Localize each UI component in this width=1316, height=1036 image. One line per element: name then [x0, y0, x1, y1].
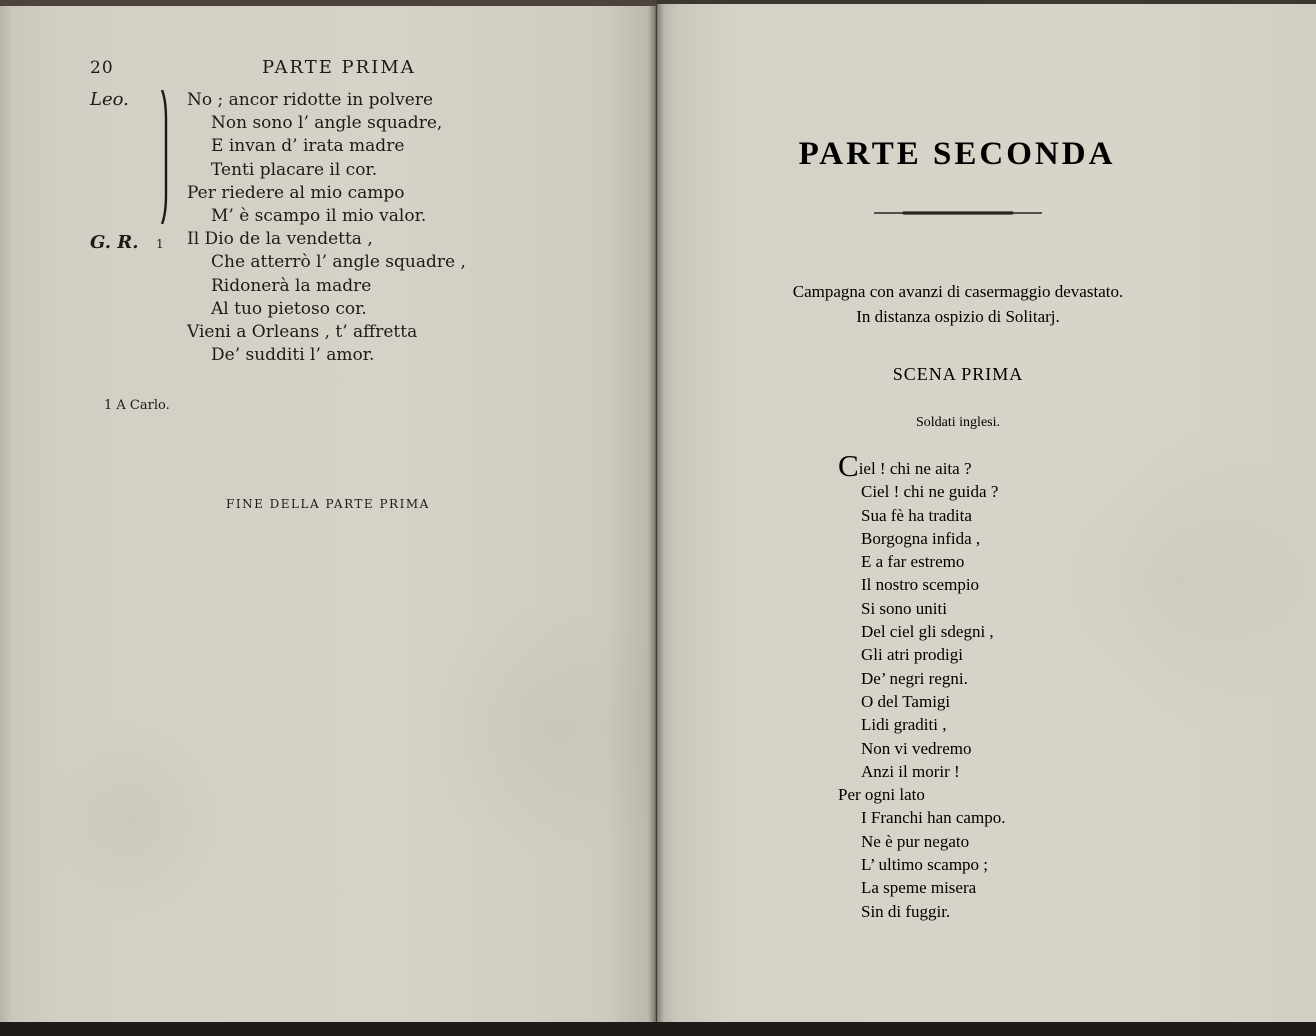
verse-line: Il Dio de la vendetta , — [187, 229, 373, 250]
verse-line: Anzi il morir ! — [861, 761, 960, 781]
book-gutter — [648, 0, 664, 1036]
verse-line: O del Tamigi — [861, 691, 951, 711]
verse-line: De’ negri regni. — [861, 668, 968, 688]
drop-cap: C — [838, 448, 859, 483]
setting-line: In distanza ospizio di Solitarj. — [856, 307, 1060, 326]
verse-line: Tenti placare il cor. — [211, 159, 378, 180]
verse-line: Ciel ! chi ne guida ? — [861, 482, 999, 502]
verse-line: Che atterrò l’ angle squadre , — [211, 252, 466, 273]
verse-line: Per riedere al mio campo — [187, 182, 405, 203]
scene-characters: Soldati inglesi. — [916, 415, 1000, 430]
verse-line-text: iel ! chi ne aita ? — [858, 459, 972, 478]
verse-line: Il nostro scempio — [861, 575, 980, 595]
verse-line: Vieni a Orleans , t’ affretta — [187, 322, 418, 343]
footnote-marker: 1 — [156, 237, 164, 251]
verse-line: Lidi graditi , — [861, 715, 947, 735]
verse-line: La speme misera — [861, 878, 977, 898]
verse-line: Si sono uniti — [861, 598, 947, 618]
verse-line: E a far estremo — [861, 552, 965, 572]
setting-line: Campagna con avanzi di casermaggio devastato. — [792, 282, 1124, 301]
verse-line: I Franchi han campo. — [861, 808, 1006, 828]
verse-line — [838, 448, 1005, 483]
page-edge-top — [657, 0, 1316, 4]
paper-stain — [420, 600, 680, 860]
title-rule — [874, 211, 1042, 215]
left-page — [0, 0, 657, 1036]
page-edge-top — [0, 0, 656, 6]
left-verse — [187, 89, 466, 367]
verse-line: Del ciel gli sdegni , — [861, 622, 994, 642]
verse-line: De’ sudditi l’ amor. — [211, 345, 375, 366]
verse-line: Al tuo pietoso cor. — [211, 298, 367, 319]
scene-setting — [700, 279, 1216, 329]
part-title: PARTE SECONDA — [798, 136, 1116, 172]
footnote: 1 A Carlo. — [104, 398, 170, 413]
verse-brace — [160, 90, 170, 224]
verse-line: Per ogni lato — [838, 785, 925, 805]
verse-line: No ; ancor ridotte in polvere — [187, 90, 434, 110]
verse-line: M’ è scampo il mio valor. — [211, 206, 427, 227]
verse-line: Non sono l’ angle squadre, — [211, 113, 443, 134]
page-edge-bottom — [0, 1022, 1316, 1036]
verse-line: E invan d’ irata madre — [211, 136, 405, 157]
end-of-part-note: FINE DELLA PARTE PRIMA — [226, 497, 430, 511]
verse-line: Sua fè ha tradita — [861, 505, 972, 525]
verse-line: L’ ultimo scampo ; — [861, 855, 989, 875]
verse-line: Ne è pur negato — [861, 831, 970, 851]
verse-line: Borgogna infida , — [861, 528, 981, 548]
paper-stain — [30, 720, 230, 920]
running-head: PARTE PRIMA — [262, 57, 416, 78]
verse-line: Ridonerà la madre — [211, 275, 372, 296]
scene-title: SCENA PRIMA — [892, 364, 1024, 384]
speaker-label: Leo. — [90, 89, 129, 110]
right-verse — [838, 448, 1006, 923]
verse-line: Sin di fuggir. — [861, 901, 951, 921]
speaker-label: G. R. — [90, 232, 139, 253]
paper-stain — [1037, 420, 1316, 740]
page-number: 20 — [90, 58, 114, 78]
verse-line: Gli atri prodigi — [861, 645, 963, 665]
verse-line: Non vi vedremo — [861, 738, 972, 758]
